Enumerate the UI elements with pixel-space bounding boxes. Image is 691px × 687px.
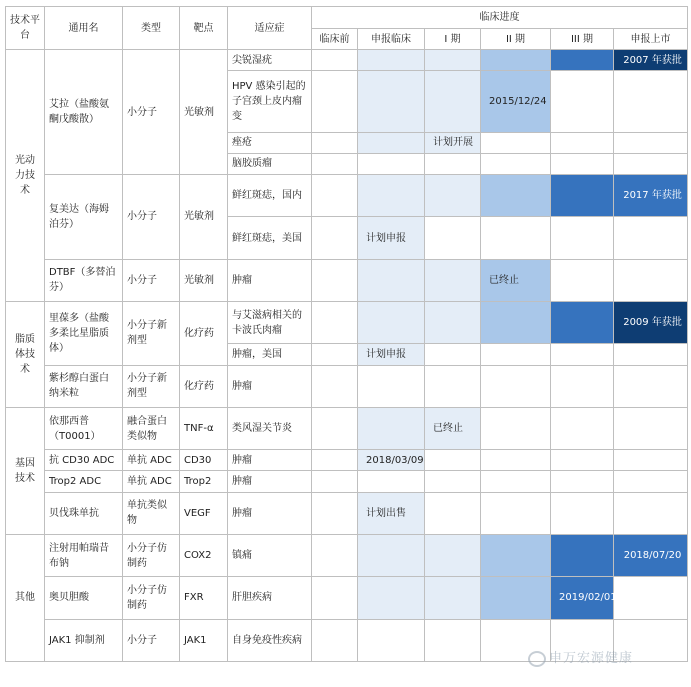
indication-cell: 肿瘤 — [228, 450, 312, 471]
stage-cell — [358, 50, 425, 71]
stage-cell — [312, 471, 358, 492]
table-row — [6, 492, 688, 534]
stage-cell — [425, 302, 481, 344]
drug-name-cell: 艾拉（盐酸氨酮戊酸散） — [45, 50, 123, 175]
drug-target-cell: FXR — [180, 577, 228, 619]
header-indication: 适应症 — [228, 7, 312, 50]
drug-name-cell: 依那西普（T0001） — [45, 407, 123, 449]
wechat-logo-icon — [528, 651, 546, 667]
indication-cell: 类风湿关节炎 — [228, 407, 312, 449]
platform-cell: 基因技术 — [6, 407, 45, 534]
stage-cell — [551, 153, 614, 174]
header-stage-phase3: III 期 — [551, 29, 614, 50]
stage-cell — [312, 175, 358, 217]
stage-cell — [614, 365, 688, 407]
stage-cell — [551, 450, 614, 471]
header-stage-nda: 申报上市 — [614, 29, 688, 50]
stage-cell — [551, 175, 614, 217]
stage-cell — [312, 492, 358, 534]
stage-cell — [358, 407, 425, 449]
stage-cell — [551, 407, 614, 449]
stage-cell — [614, 132, 688, 153]
drug-type-cell: 小分子 — [123, 259, 180, 301]
indication-cell: 肿瘤，美国 — [228, 344, 312, 365]
stage-cell — [614, 217, 688, 259]
drug-target-cell: Trop2 — [180, 471, 228, 492]
drug-target-cell: 化疗药 — [180, 365, 228, 407]
stage-cell — [614, 492, 688, 534]
stage-cell — [551, 217, 614, 259]
stage-cell — [481, 132, 551, 153]
header-type: 类型 — [123, 7, 180, 50]
stage-cell — [551, 534, 614, 576]
indication-cell: 肿瘤 — [228, 471, 312, 492]
stage-cell — [481, 217, 551, 259]
stage-cell-date: 2015/12/24 — [481, 71, 551, 133]
stage-cell — [481, 344, 551, 365]
indication-cell: 肿瘤 — [228, 492, 312, 534]
stage-cell — [481, 407, 551, 449]
stage-cell-approval: 2009 年获批 — [614, 302, 688, 344]
stage-cell — [358, 175, 425, 217]
drug-name-cell: 贝伐珠单抗 — [45, 492, 123, 534]
stage-cell — [312, 450, 358, 471]
stage-cell — [312, 153, 358, 174]
stage-cell-note: 计划申报 — [358, 217, 425, 259]
stage-cell-note: 计划开展 — [425, 132, 481, 153]
stage-cell — [425, 259, 481, 301]
stage-cell-note: 已终止 — [481, 259, 551, 301]
stage-cell — [551, 259, 614, 301]
stage-cell — [358, 132, 425, 153]
watermark-text: 申万宏源健康 — [549, 651, 634, 666]
stage-cell — [614, 471, 688, 492]
drug-target-cell: JAK1 — [180, 619, 228, 661]
stage-cell-approval: 2017 年获批 — [614, 175, 688, 217]
header-clinical-progress: 临床进度 — [312, 7, 688, 29]
indication-cell: 肿瘤 — [228, 259, 312, 301]
drug-target-cell: TNF-α — [180, 407, 228, 449]
header-stage-ind: 申报临床 — [358, 29, 425, 50]
stage-cell — [312, 344, 358, 365]
drug-type-cell: 小分子仿制药 — [123, 534, 180, 576]
stage-cell — [614, 259, 688, 301]
stage-cell — [551, 71, 614, 133]
drug-type-cell: 小分子新剂型 — [123, 365, 180, 407]
indication-cell: 自身免疫性疾病 — [228, 619, 312, 661]
stage-cell — [551, 132, 614, 153]
stage-cell — [312, 50, 358, 71]
stage-cell — [551, 302, 614, 344]
header-generic-name: 通用名 — [45, 7, 123, 50]
stage-cell — [425, 577, 481, 619]
stage-cell — [614, 344, 688, 365]
stage-cell-date: 2018/03/09 — [358, 450, 425, 471]
table-row — [6, 534, 688, 576]
stage-cell — [481, 534, 551, 576]
indication-cell: 肿瘤 — [228, 365, 312, 407]
stage-cell — [312, 619, 358, 661]
indication-cell: 鲜红斑痣，美国 — [228, 217, 312, 259]
drug-name-cell: 抗 CD30 ADC — [45, 450, 123, 471]
header-stage-phase2: II 期 — [481, 29, 551, 50]
stage-cell — [551, 344, 614, 365]
stage-cell — [481, 365, 551, 407]
stage-cell — [358, 534, 425, 576]
stage-cell — [614, 71, 688, 133]
drug-type-cell: 小分子 — [123, 619, 180, 661]
drug-target-cell: 化疗药 — [180, 302, 228, 366]
stage-cell-note: 计划出售 — [358, 492, 425, 534]
indication-cell: 镇痛 — [228, 534, 312, 576]
table-row — [6, 471, 688, 492]
stage-cell — [614, 153, 688, 174]
stage-cell — [358, 619, 425, 661]
stage-cell — [551, 492, 614, 534]
stage-cell — [358, 153, 425, 174]
stage-cell — [425, 450, 481, 471]
drug-target-cell: 光敏剂 — [180, 50, 228, 175]
stage-cell-note: 已终止 — [425, 407, 481, 449]
stage-cell — [481, 471, 551, 492]
pipeline-table — [5, 6, 688, 662]
stage-cell — [358, 365, 425, 407]
drug-type-cell: 单抗 ADC — [123, 471, 180, 492]
table-row — [6, 302, 688, 344]
drug-type-cell: 小分子仿制药 — [123, 577, 180, 619]
stage-cell — [425, 471, 481, 492]
drug-name-cell: 注射用帕瑞昔布钠 — [45, 534, 123, 576]
header-target: 靶点 — [180, 7, 228, 50]
indication-cell: HPV 感染引起的子宫颈上皮内瘤变 — [228, 71, 312, 133]
stage-cell — [425, 71, 481, 133]
stage-cell — [312, 407, 358, 449]
drug-name-cell: 里葆多（盐酸多柔比星脂质体） — [45, 302, 123, 366]
stage-cell-date: 2019/02/01 — [551, 577, 614, 619]
table-row — [6, 175, 688, 217]
drug-type-cell: 小分子 — [123, 50, 180, 175]
drug-name-cell: 复美达（海姆泊芬） — [45, 175, 123, 260]
drug-name-cell: 奥贝胆酸 — [45, 577, 123, 619]
stage-cell — [425, 50, 481, 71]
table-row — [6, 577, 688, 619]
stage-cell — [425, 217, 481, 259]
table-row — [6, 407, 688, 449]
stage-cell — [425, 492, 481, 534]
stage-cell — [358, 259, 425, 301]
drug-name-cell: DTBF（多替泊芬） — [45, 259, 123, 301]
stage-cell — [425, 153, 481, 174]
drug-type-cell: 小分子新剂型 — [123, 302, 180, 366]
stage-cell-date: 2018/07/20 — [614, 534, 688, 576]
stage-cell — [425, 534, 481, 576]
stage-cell — [614, 577, 688, 619]
stage-cell — [358, 471, 425, 492]
indication-cell: 鲜红斑痣，国内 — [228, 175, 312, 217]
platform-cell: 其他 — [6, 534, 45, 661]
stage-cell — [312, 71, 358, 133]
stage-cell — [551, 365, 614, 407]
stage-cell — [551, 471, 614, 492]
table-row — [6, 365, 688, 407]
drug-target-cell: 光敏剂 — [180, 259, 228, 301]
drug-type-cell: 小分子 — [123, 175, 180, 260]
stage-cell — [425, 344, 481, 365]
stage-cell — [312, 534, 358, 576]
stage-cell — [312, 577, 358, 619]
header-stage-preclinical: 临床前 — [312, 29, 358, 50]
indication-cell: 与艾滋病相关的卡波氏肉瘤 — [228, 302, 312, 344]
stage-cell — [481, 175, 551, 217]
drug-name-cell: JAK1 抑制剂 — [45, 619, 123, 661]
drug-target-cell: COX2 — [180, 534, 228, 576]
drug-target-cell: CD30 — [180, 450, 228, 471]
indication-cell: 尖锐湿疣 — [228, 50, 312, 71]
stage-cell — [312, 365, 358, 407]
table-row — [6, 259, 688, 301]
stage-cell — [481, 450, 551, 471]
stage-cell — [481, 50, 551, 71]
drug-target-cell: 光敏剂 — [180, 175, 228, 260]
stage-cell-approval: 2007 年获批 — [614, 50, 688, 71]
drug-name-cell: 紫杉醇白蛋白纳米粒 — [45, 365, 123, 407]
stage-cell — [425, 175, 481, 217]
indication-cell: 脑胶质瘤 — [228, 153, 312, 174]
stage-cell — [312, 217, 358, 259]
stage-cell — [358, 71, 425, 133]
drug-type-cell: 融合蛋白类似物 — [123, 407, 180, 449]
drug-target-cell: VEGF — [180, 492, 228, 534]
stage-cell — [614, 450, 688, 471]
platform-cell: 光动力技术 — [6, 50, 45, 302]
stage-cell — [551, 50, 614, 71]
stage-cell — [358, 302, 425, 344]
stage-cell — [425, 365, 481, 407]
stage-cell — [312, 259, 358, 301]
stage-cell — [481, 153, 551, 174]
indication-cell: 肝胆疾病 — [228, 577, 312, 619]
header-tech-platform: 技术平台 — [6, 7, 45, 50]
stage-cell — [312, 302, 358, 344]
stage-cell — [481, 302, 551, 344]
stage-cell — [614, 407, 688, 449]
platform-cell: 脂质体技术 — [6, 302, 45, 408]
header-stage-phase1: I 期 — [425, 29, 481, 50]
watermark — [528, 647, 633, 667]
indication-cell: 痤疮 — [228, 132, 312, 153]
stage-cell-note: 计划申报 — [358, 344, 425, 365]
stage-cell — [358, 577, 425, 619]
drug-name-cell: Trop2 ADC — [45, 471, 123, 492]
table-row — [6, 50, 688, 71]
pipeline-table-wrapper — [5, 6, 687, 662]
table-row — [6, 450, 688, 471]
stage-cell — [425, 619, 481, 661]
stage-cell — [312, 132, 358, 153]
stage-cell — [481, 492, 551, 534]
drug-type-cell: 单抗类似物 — [123, 492, 180, 534]
drug-type-cell: 单抗 ADC — [123, 450, 180, 471]
stage-cell — [481, 577, 551, 619]
